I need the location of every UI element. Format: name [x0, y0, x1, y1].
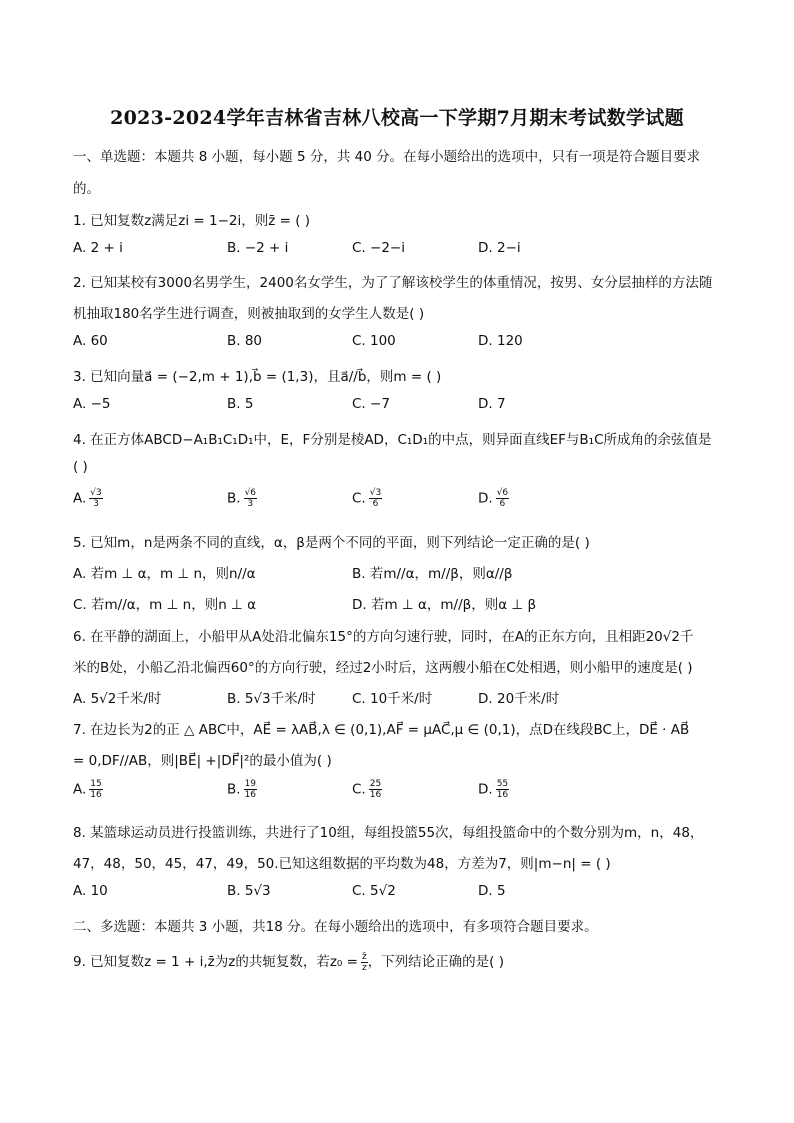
section-2-heading: 二、多选题：本题共 3 小题，共18 分。在每小题给出的选项中，有多项符合题目要求。	[73, 919, 598, 935]
question-3-stem: 3. 已知向量a⃗ = (−2,m + 1),b⃗ = (1,3)，且a⃗//b⃗，则m = ( )	[73, 369, 442, 385]
question-8-stem-cont: 47，48，50，45，47，49，50.已知这组数据的平均数为48，方差为7，则|m−n| = ( )	[73, 856, 611, 872]
q1-option-c: C. −2−i	[352, 240, 405, 256]
q4-option-b	[227, 488, 257, 509]
q9-stem-post: ，下列结论正确的是( )	[367, 954, 505, 970]
q5-option-a: A. 若m ⊥ α，m ⊥ n，则n//α	[73, 566, 256, 582]
question-9-stem	[73, 950, 504, 973]
q8-option-c: C. 5√2	[352, 883, 396, 899]
q4-option-b-label: B.	[227, 490, 241, 507]
q7-option-b	[227, 779, 257, 800]
section-1-heading: 一、单选题：本题共 8 小题，每小题 5 分，共 40 分。在每小题给出的选项中，只有一项是符合题目要求	[73, 149, 701, 165]
q7-option-c-fraction: $\frac{25}{16}$	[369, 779, 382, 800]
q2-option-c: C. 100	[352, 333, 396, 349]
q9-stem-pre: 9. 已知复数z = 1 + i,z̄为z的共轭复数，若z₀ =	[73, 954, 358, 970]
q7-option-b-fraction: $\frac{19}{16}$	[244, 779, 257, 800]
q7-option-c-label: C.	[352, 781, 366, 798]
q7-option-c	[352, 779, 382, 800]
q4-option-c	[352, 488, 382, 509]
q4-option-c-fraction: $\frac{√3}{6}$	[369, 488, 382, 509]
q4-option-d-label: D.	[478, 490, 493, 507]
q6-option-b: B. 5√3千米/时	[227, 691, 316, 707]
section-1-heading-cont: 的。	[73, 181, 100, 197]
question-4-stem-cont: ( )	[73, 459, 88, 475]
question-2-stem-cont: 机抽取180名学生进行调查，则被抽取到的女学生人数是( )	[73, 306, 425, 322]
q4-option-d	[478, 488, 509, 509]
question-7-stem-cont: = 0,DF//AB，则|BE⃗| +|DF⃗|²的最小值为( )	[73, 753, 332, 769]
q7-option-d	[478, 779, 509, 800]
q4-option-b-fraction: $\frac{√6}{3}$	[244, 488, 257, 509]
q9-stem-fraction: $\frac{z̄}{z}$	[361, 951, 367, 973]
question-4-stem: 4. 在正方体ABCD−A₁B₁C₁D₁中，E，F分别是棱AD，C₁D₁的中点，则异面直线EF与B₁C所成角的余弦值是	[73, 432, 712, 448]
q8-option-a: A. 10	[73, 883, 108, 899]
q2-option-b: B. 80	[227, 333, 263, 349]
question-6-stem: 6. 在平静的湖面上，小船甲从A处沿北偏东15°的方向匀速行驶，同时，在A的正东方向，且相距20√2千	[73, 629, 694, 645]
q4-option-a-label: A.	[73, 490, 87, 507]
q4-option-d-fraction: $\frac{√6}{6}$	[496, 488, 509, 509]
q6-option-c: C. 10千米/时	[352, 691, 433, 707]
q7-option-b-label: B.	[227, 781, 241, 798]
q8-option-d: D. 5	[478, 883, 506, 899]
q6-option-d: D. 20千米/时	[478, 691, 560, 707]
q4-option-c-label: C.	[352, 490, 366, 507]
q5-option-b: B. 若m//α，m//β，则α//β	[352, 566, 513, 582]
q7-option-a-fraction: $\frac{15}{16}$	[90, 779, 102, 800]
q8-option-b: B. 5√3	[227, 883, 271, 899]
q3-option-d: D. 7	[478, 396, 506, 412]
q5-option-d: D. 若m ⊥ α，m//β，则α ⊥ β	[352, 597, 537, 613]
q2-option-a: A. 60	[73, 333, 108, 349]
q1-option-a: A. 2 + i	[73, 240, 123, 256]
question-5-stem: 5. 已知m，n是两条不同的直线，α，β是两个不同的平面，则下列结论一定正确的是( )	[73, 535, 590, 551]
q3-option-a: A. −5	[73, 396, 111, 412]
q4-option-a	[73, 488, 103, 509]
q3-option-b: B. 5	[227, 396, 254, 412]
q1-option-b: B. −2 + i	[227, 240, 289, 256]
q7-option-a-label: A.	[73, 781, 87, 798]
q2-option-d: D. 120	[478, 333, 523, 349]
q1-option-d: D. 2−i	[478, 240, 521, 256]
question-6-stem-cont: 米的B处，小船乙沿北偏西60°的方向行驶，经过2小时后，这两艘小船在C处相遇，则小船甲的速度是( )	[73, 660, 693, 676]
question-2-stem: 2. 已知某校有3000名男学生，2400名女学生，为了了解该校学生的体重情况，按男、女分层抽样的方法随	[73, 275, 713, 291]
question-7-stem: 7. 在边长为2的正 △ ABC中，AE⃗ = λAB⃗,λ ∈ (0,1),AF⃗ = μAC⃗,μ ∈ (0,1)，点D在线段BC上，DE⃗ · AB⃗	[73, 722, 690, 738]
q5-option-c: C. 若m//α，m ⊥ n，则n ⊥ α	[73, 597, 257, 613]
q3-option-c: C. −7	[352, 396, 390, 412]
q7-option-a	[73, 779, 103, 800]
q7-option-d-fraction: $\frac{55}{16}$	[496, 779, 509, 800]
q6-option-a: A. 5√2千米/时	[73, 691, 162, 707]
question-8-stem: 8. 某篮球运动员进行投篮训练，共进行了10组，每组投篮55次，每组投篮命中的个数分别为m，n，48，	[73, 825, 704, 841]
q4-option-a-fraction: $\frac{√3}{3}$	[90, 488, 102, 509]
question-1-stem: 1. 已知复数z满足zi = 1−2i，则z̄ = ( )	[73, 213, 311, 229]
page-title: 2023-2024学年吉林省吉林八校高一下学期7月期末考试数学试题	[110, 107, 684, 129]
q7-option-d-label: D.	[478, 781, 493, 798]
